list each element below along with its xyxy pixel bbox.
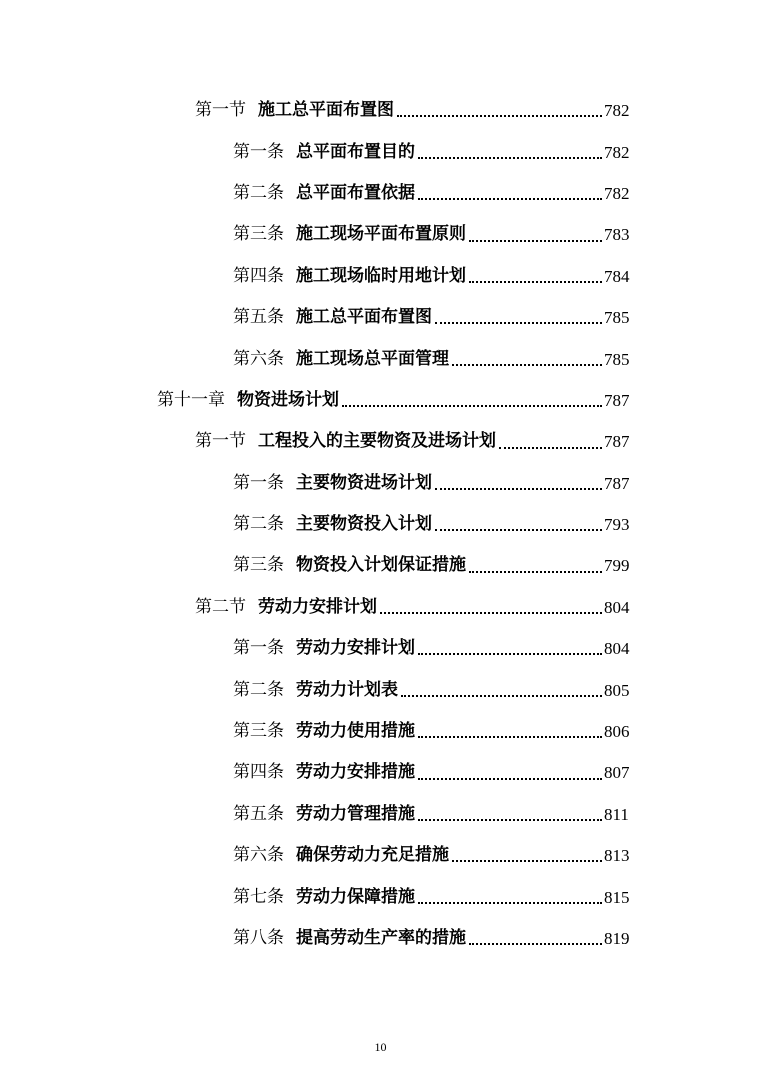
toc-entry-page: 784 bbox=[604, 266, 630, 286]
toc-dot-leader bbox=[418, 818, 602, 821]
toc-entry-title: 劳动力计划表 bbox=[296, 679, 398, 700]
toc-entry-page: 785 bbox=[604, 308, 630, 328]
page-number: 10 bbox=[374, 1040, 387, 1054]
toc-entry[interactable] bbox=[0, 545, 640, 586]
toc-entry[interactable] bbox=[0, 214, 640, 255]
toc-dot-leader bbox=[499, 446, 602, 449]
toc-entry-page: 807 bbox=[604, 763, 630, 783]
toc-entry[interactable] bbox=[0, 628, 640, 669]
toc-entry-title: 确保劳动力充足措施 bbox=[296, 845, 449, 866]
toc-entry-title: 物资投入计划保证措施 bbox=[296, 555, 466, 576]
toc-entry[interactable] bbox=[0, 504, 640, 545]
toc-dot-leader bbox=[452, 859, 602, 862]
toc-entry-title: 提高劳动生产率的措施 bbox=[296, 928, 466, 948]
toc-entry-title: 主要物资进场计划 bbox=[296, 472, 432, 493]
toc-dot-leader bbox=[469, 570, 602, 573]
toc-entry-page: 806 bbox=[604, 722, 630, 742]
toc-entry-page: 787 bbox=[604, 473, 630, 493]
toc-entry[interactable] bbox=[0, 794, 640, 835]
toc-entry-number: 第四条 bbox=[233, 265, 284, 286]
toc-entry-title: 施工现场平面布置原则 bbox=[296, 224, 466, 245]
toc-entry-page: 804 bbox=[604, 639, 630, 659]
toc-entry[interactable] bbox=[0, 173, 640, 214]
toc-dot-leader bbox=[469, 942, 602, 945]
toc-entry-title: 总平面布置目的 bbox=[296, 141, 415, 162]
toc-entry-number: 第三条 bbox=[233, 721, 284, 742]
toc-entry-number: 第五条 bbox=[233, 803, 284, 824]
toc-dot-leader bbox=[469, 280, 602, 283]
toc-entry-number: 第二条 bbox=[233, 514, 284, 535]
toc-entry-page: 804 bbox=[604, 597, 630, 617]
toc-entry[interactable] bbox=[0, 338, 640, 379]
toc-entry-number: 第三条 bbox=[233, 224, 284, 245]
toc-entry-page: 785 bbox=[604, 349, 630, 369]
toc-entry-number: 第六条 bbox=[233, 845, 284, 866]
toc-entry-title: 总平面布置依据 bbox=[296, 182, 415, 203]
toc-entry[interactable] bbox=[0, 711, 640, 752]
toc-entry-title: 劳动力使用措施 bbox=[296, 721, 415, 742]
toc-entry-title: 主要物资投入计划 bbox=[296, 514, 432, 535]
toc-entry-page: 787 bbox=[604, 432, 630, 452]
toc-entry-number: 第二条 bbox=[233, 182, 284, 203]
toc-entry[interactable] bbox=[0, 876, 640, 917]
toc-dot-leader bbox=[380, 611, 602, 614]
toc-dot-leader bbox=[418, 652, 602, 655]
toc-dot-leader bbox=[435, 528, 602, 531]
toc-entry[interactable] bbox=[0, 463, 640, 504]
toc-entry-number: 第三条 bbox=[233, 555, 284, 576]
toc-entry[interactable] bbox=[0, 835, 640, 876]
toc-entry-number: 第八条 bbox=[233, 928, 284, 948]
toc-entry[interactable] bbox=[0, 256, 640, 297]
toc-entry-page: 819 bbox=[604, 929, 630, 948]
toc-entry-number: 第五条 bbox=[233, 307, 284, 328]
toc-entry-page: 782 bbox=[604, 101, 630, 121]
toc-entry-page: 782 bbox=[604, 183, 630, 203]
toc-entry-title: 劳动力保障措施 bbox=[296, 886, 415, 907]
toc-entry[interactable] bbox=[0, 752, 640, 793]
toc-dot-leader bbox=[397, 114, 602, 117]
toc-entry-page: 815 bbox=[604, 887, 630, 907]
toc-entry-page: 793 bbox=[604, 515, 630, 535]
toc-entry-number: 第十一章 bbox=[157, 389, 225, 410]
toc-entry-number: 第一条 bbox=[233, 638, 284, 659]
toc-dot-leader bbox=[418, 197, 602, 200]
toc-entry[interactable] bbox=[0, 380, 640, 421]
toc-entry-number: 第六条 bbox=[233, 348, 284, 369]
toc-entry-title: 物资进场计划 bbox=[237, 389, 339, 410]
toc-entry[interactable] bbox=[0, 297, 640, 338]
toc-entry-number: 第七条 bbox=[233, 886, 284, 907]
toc-entry-number: 第一节 bbox=[195, 100, 246, 121]
toc-entry-title: 施工总平面布置图 bbox=[296, 307, 432, 328]
toc-entry-page: 811 bbox=[604, 804, 629, 824]
toc-entry-title: 施工现场临时用地计划 bbox=[296, 265, 466, 286]
toc-entry-page: 813 bbox=[604, 846, 630, 866]
toc-entry-number: 第四条 bbox=[233, 762, 284, 783]
toc-entry-page: 783 bbox=[604, 225, 630, 245]
toc-dot-leader bbox=[418, 777, 602, 780]
toc-entry[interactable] bbox=[0, 587, 640, 628]
toc-list bbox=[0, 90, 640, 959]
toc-entry-number: 第一节 bbox=[195, 431, 246, 452]
toc-dot-leader bbox=[418, 735, 602, 738]
toc-entry-number: 第二节 bbox=[195, 596, 246, 617]
toc-dot-leader bbox=[401, 694, 602, 697]
toc-entry[interactable] bbox=[0, 131, 640, 172]
toc-entry-page: 805 bbox=[604, 680, 630, 700]
toc-entry[interactable] bbox=[0, 421, 640, 462]
toc-entry[interactable] bbox=[0, 90, 640, 131]
toc-entry-title: 劳动力安排措施 bbox=[296, 762, 415, 783]
toc-dot-leader bbox=[418, 156, 602, 159]
toc-entry-title: 劳动力管理措施 bbox=[296, 803, 415, 824]
toc-entry[interactable] bbox=[0, 918, 640, 959]
toc-dot-leader bbox=[342, 404, 602, 407]
toc-dot-leader bbox=[418, 901, 602, 904]
toc-entry-number: 第一条 bbox=[233, 141, 284, 162]
toc-entry-title: 劳动力安排计划 bbox=[296, 638, 415, 659]
toc-dot-leader bbox=[435, 321, 602, 324]
toc-entry-page: 782 bbox=[604, 142, 630, 162]
toc-dot-leader bbox=[452, 363, 602, 366]
toc-entry-page: 799 bbox=[604, 556, 630, 576]
toc-dot-leader bbox=[469, 239, 602, 242]
toc-entry-title: 工程投入的主要物资及进场计划 bbox=[258, 431, 496, 452]
toc-dot-leader bbox=[435, 487, 602, 490]
toc-entry-title: 劳动力安排计划 bbox=[258, 596, 377, 617]
toc-entry-number: 第一条 bbox=[233, 472, 284, 493]
toc-entry-page: 787 bbox=[604, 390, 630, 410]
toc-entry-number: 第二条 bbox=[233, 679, 284, 700]
toc-entry-title: 施工现场总平面管理 bbox=[296, 348, 449, 369]
toc-entry-title: 施工总平面布置图 bbox=[258, 100, 394, 121]
toc-entry[interactable] bbox=[0, 669, 640, 710]
